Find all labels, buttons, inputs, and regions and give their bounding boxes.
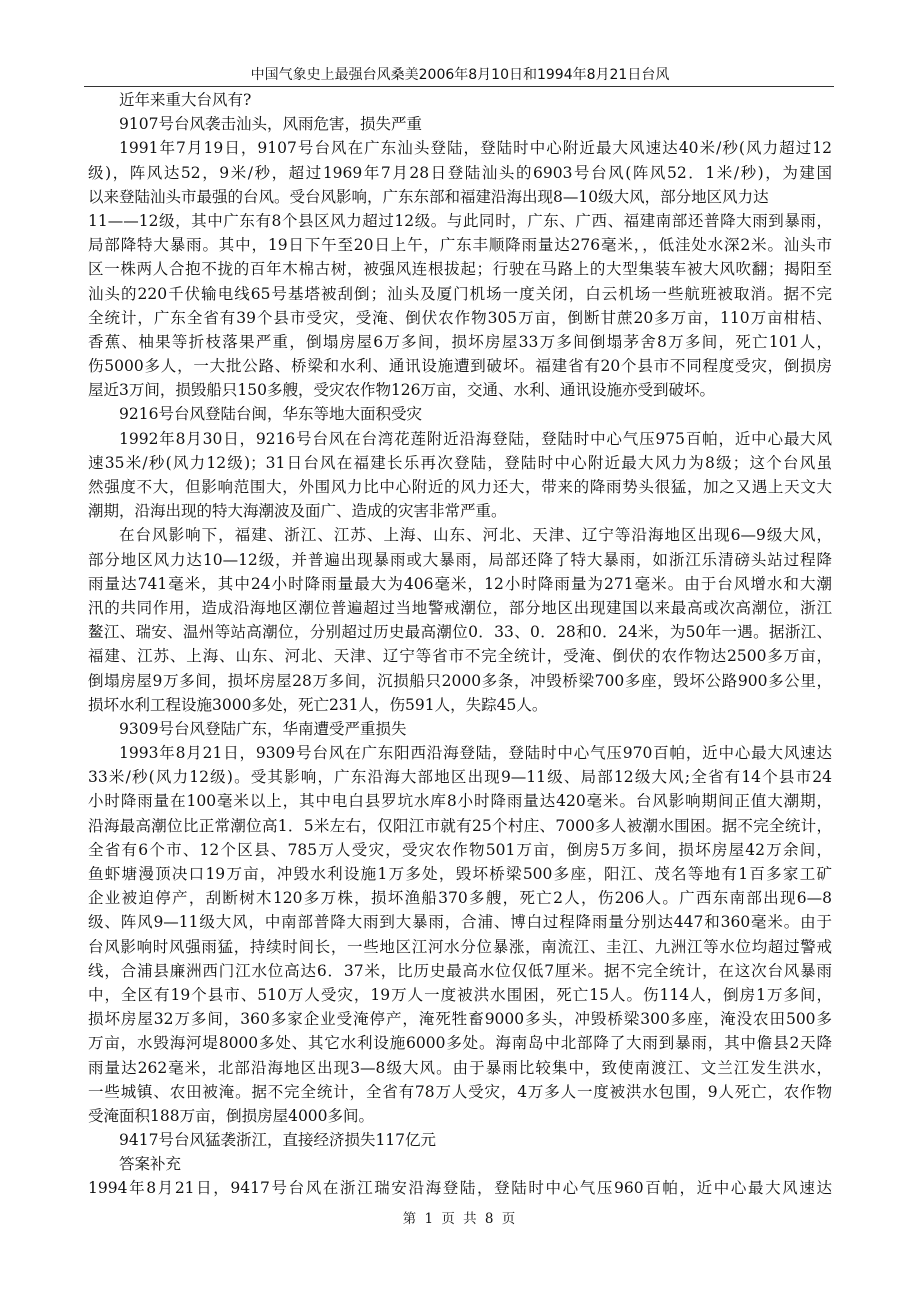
section-heading-9417: 9417号台风猛袭浙江，直接经济损失117亿元 xyxy=(119,1131,437,1150)
text-line: 福建、江苏、上海、山东、河北、天津、辽宁等省市不完全统计，受淹、倒伏的农作物达2500多万亩， xyxy=(88,647,832,666)
text-line: 潮期，沿海出现的特大海潮波及面广、造成的灾害非常严重。 xyxy=(88,502,507,521)
text-line: 汛的共同作用，造成沿海地区潮位普遍超过当地警戒潮位，部分地区出现建国以来最高或次高潮位，浙江 xyxy=(88,598,832,617)
section-heading-9216: 9216号台风登陆台闽，华东等地大面积受灾 xyxy=(119,405,422,424)
text-line: 全省有6个市、12个区县、785万人受灾，受灾农作物501万亩，倒房5万多间，损坏房屋42万余间， xyxy=(88,840,832,859)
text-line: 中，全区有19个县市、510万人受灾，19万人一度被洪水围困，死亡15人。伤114人，倒房1万多间， xyxy=(88,985,832,1004)
text-line: 香蕉、柚果等折枝落果严重，倒塌房屋6万多间，损坏房屋33万多间倒塌茅舍8万多间，死亡101人， xyxy=(88,332,832,351)
text-line: 级)，阵风达52，9米/秒，超过1969年7月28日登陆汕头的6903号台风(阵风52．1米/秒)，为建国 xyxy=(88,163,832,182)
text-line: 损坏水利工程设施3000多处，死亡231人，伤591人，失踪45人。 xyxy=(88,695,548,714)
page-number: 第 1 页 共 8 页 xyxy=(402,1211,518,1227)
text-line: 1992年8月30日，9216号台风在台湾花莲附近沿海登陆，登陆时中心气压975百帕，近中心最大风 xyxy=(119,429,832,448)
text-line: 在台风影响下，福建、浙江、江苏、上海、山东、河北、天津、辽宁等沿海地区出现6—9级大风， xyxy=(119,526,832,545)
text-line: 鱼虾塘漫顶决口19万亩，冲毁水利设施1万多处，毁坏桥梁500多座，阳江、茂名等地有1百多家工矿 xyxy=(88,865,832,883)
running-header: 中国气象史上最强台风桑美2006年8月10日和1994年8月21日台风 xyxy=(250,67,670,83)
text-line: 级、阵风9—11级大风，中南部普降大雨到大暴雨，合浦、博白过程降雨量分别达447和360毫米。由于 xyxy=(88,913,832,932)
text-line: 企业被迫停产，刮断树木120多万株，损坏渔船370多艘，死亡2人，伤206人。广西东南部出现6—8 xyxy=(88,889,832,908)
text-line: 局部降特大暴雨。其中，19日下午至20日上午，广东丰顺降雨量达276毫米，，低洼处水深2米。汕头市 xyxy=(88,236,832,255)
text-line: 一些城镇、农田被淹。据不完全统计，全省有78万人受灾，4万多人一度被洪水包围，9人死亡，农作物 xyxy=(88,1082,832,1101)
text-line: 11——12级，其中广东有8个县区风力超过12级。与此同时，广东、广西、福建南部还普降大雨到暴雨， xyxy=(88,211,832,230)
section-heading-9107: 9107号台风袭击汕头，风雨危害，损失严重 xyxy=(119,115,422,134)
text-line: 以来登陆汕头市最强的台风。受台风影响，广东东部和福建沿海出现8—10级大风，部分地区风力达 xyxy=(88,187,769,206)
text-line: 小时降雨量在100毫米以上，其中电白县罗坑水库8小时降雨量达420毫米。台风影响期间正值大潮期， xyxy=(88,792,832,811)
text-line: 鳌江、瑞安、温州等站高潮位，分别超过历史最高潮位0．33、0．28和0．24米，为50年一遇。据浙江、 xyxy=(88,623,832,642)
text-line: 倒塌房屋9万多间，损坏房屋28万多间，沉损船只2000多条，冲毁桥梁700多座，毁坏公路900多公里， xyxy=(88,671,832,690)
text-line: 屋近3万间，损毁船只150多艘，受灾农作物126万亩，交通、水利、通讯设施亦受到破坏。 xyxy=(88,381,716,400)
text-line: 万亩，水毁海河堤8000多处、其它水利设施6000多处。海南岛中北部降了大雨到暴雨，其中儋县2天降 xyxy=(88,1034,832,1053)
text-line: 1994年8月21日，9417号台风在浙江瑞安沿海登陆，登陆时中心气压960百帕，近中心最大风速达 xyxy=(88,1179,832,1198)
text-line: 损坏房屋32万多间，360多家企业受淹停产，淹死牲畜9000多头，冲毁桥梁300多座，淹没农田500多 xyxy=(88,1010,832,1029)
text-line: 1993年8月21日，9309号台风在广东阳西沿海登陆，登陆时中心气压970百帕，近中心最大风速达 xyxy=(119,744,832,763)
text-line: 速35米/秒(风力12级)；31日台风在福建长乐再次登陆，登陆时中心附近最大风力为8级；这个台风虽 xyxy=(88,453,832,472)
header-rule xyxy=(84,86,834,87)
text-line: 线，合浦县廉洲西门江水位高达6．37米，比历史最高水位仅低7厘米。据不完全统计，在这次台风暴雨 xyxy=(88,961,832,980)
text-line: 部分地区风力达10—12级，并普遍出现暴雨或大暴雨，局部还降了特大暴雨，如浙江乐清磅头站过程降 xyxy=(88,550,832,569)
text-line: 雨量达741毫米，其中24小时降雨量最大为406毫米，12小时降雨量为271毫米。由于台风增水和大潮 xyxy=(88,574,832,593)
section-heading-9309: 9309号台风登陆广东，华南遭受严重损失 xyxy=(119,719,407,738)
text-line: 汕头的220千伏输电线65号基塔被刮倒；汕头及厦门机场一度关闭，白云机场一些航班被取消。据不完 xyxy=(88,284,832,303)
text-line: 伤5000多人，一大批公路、桥梁和水利、通讯设施遭到破坏。福建省有20个县市不同程度受灾，倒损房 xyxy=(88,357,832,376)
question-heading: 近年来重大台风有? xyxy=(119,91,252,109)
text-line: 33米/秒(风力12级)。受其影响，广东沿海大部地区出现9—11级、局部12级大风;全省有14个县市24 xyxy=(88,768,832,787)
answer-supplement-label: 答案补充 xyxy=(119,1155,182,1174)
text-line: 受淹面积188万亩，倒损房屋4000多间。 xyxy=(88,1106,375,1125)
text-line: 区一株两人合抱不拢的百年木棉古树，被强风连根拔起；行驶在马路上的大型集装车被大风吹翻；揭阳至 xyxy=(88,260,832,279)
text-line: 1991年7月19日，9107号台风在广东汕头登陆，登陆时中心附近最大风速达40米/秒(风力超过12 xyxy=(119,139,832,158)
text-line: 然强度不大，但影响范围大，外围风力比中心附近的风力还大，带来的降雨势头很猛，加之又遇上天文大 xyxy=(88,478,832,496)
text-line: 全统计，广东全省有39个县市受灾，受淹、倒伏农作物305万亩，倒断甘蔗20多万亩，110万亩柑桔、 xyxy=(88,308,832,327)
text-line: 沿海最高潮位比正常潮位高1．5米左右，仅阳江市就有25个村庄、7000多人被潮水围困。据不完全统计， xyxy=(88,816,832,835)
document-body xyxy=(88,88,832,1201)
text-line: 台风影响时风强雨猛，持续时间长，一些地区江河水分位暴涨，南流江、圭江、九洲江等水位均超过警戒 xyxy=(88,937,832,956)
text-line: 雨量达262毫米，北部沿海地区出现3—8级大风。由于暴雨比较集中，致使南渡江、文兰江发生洪水， xyxy=(88,1058,832,1077)
